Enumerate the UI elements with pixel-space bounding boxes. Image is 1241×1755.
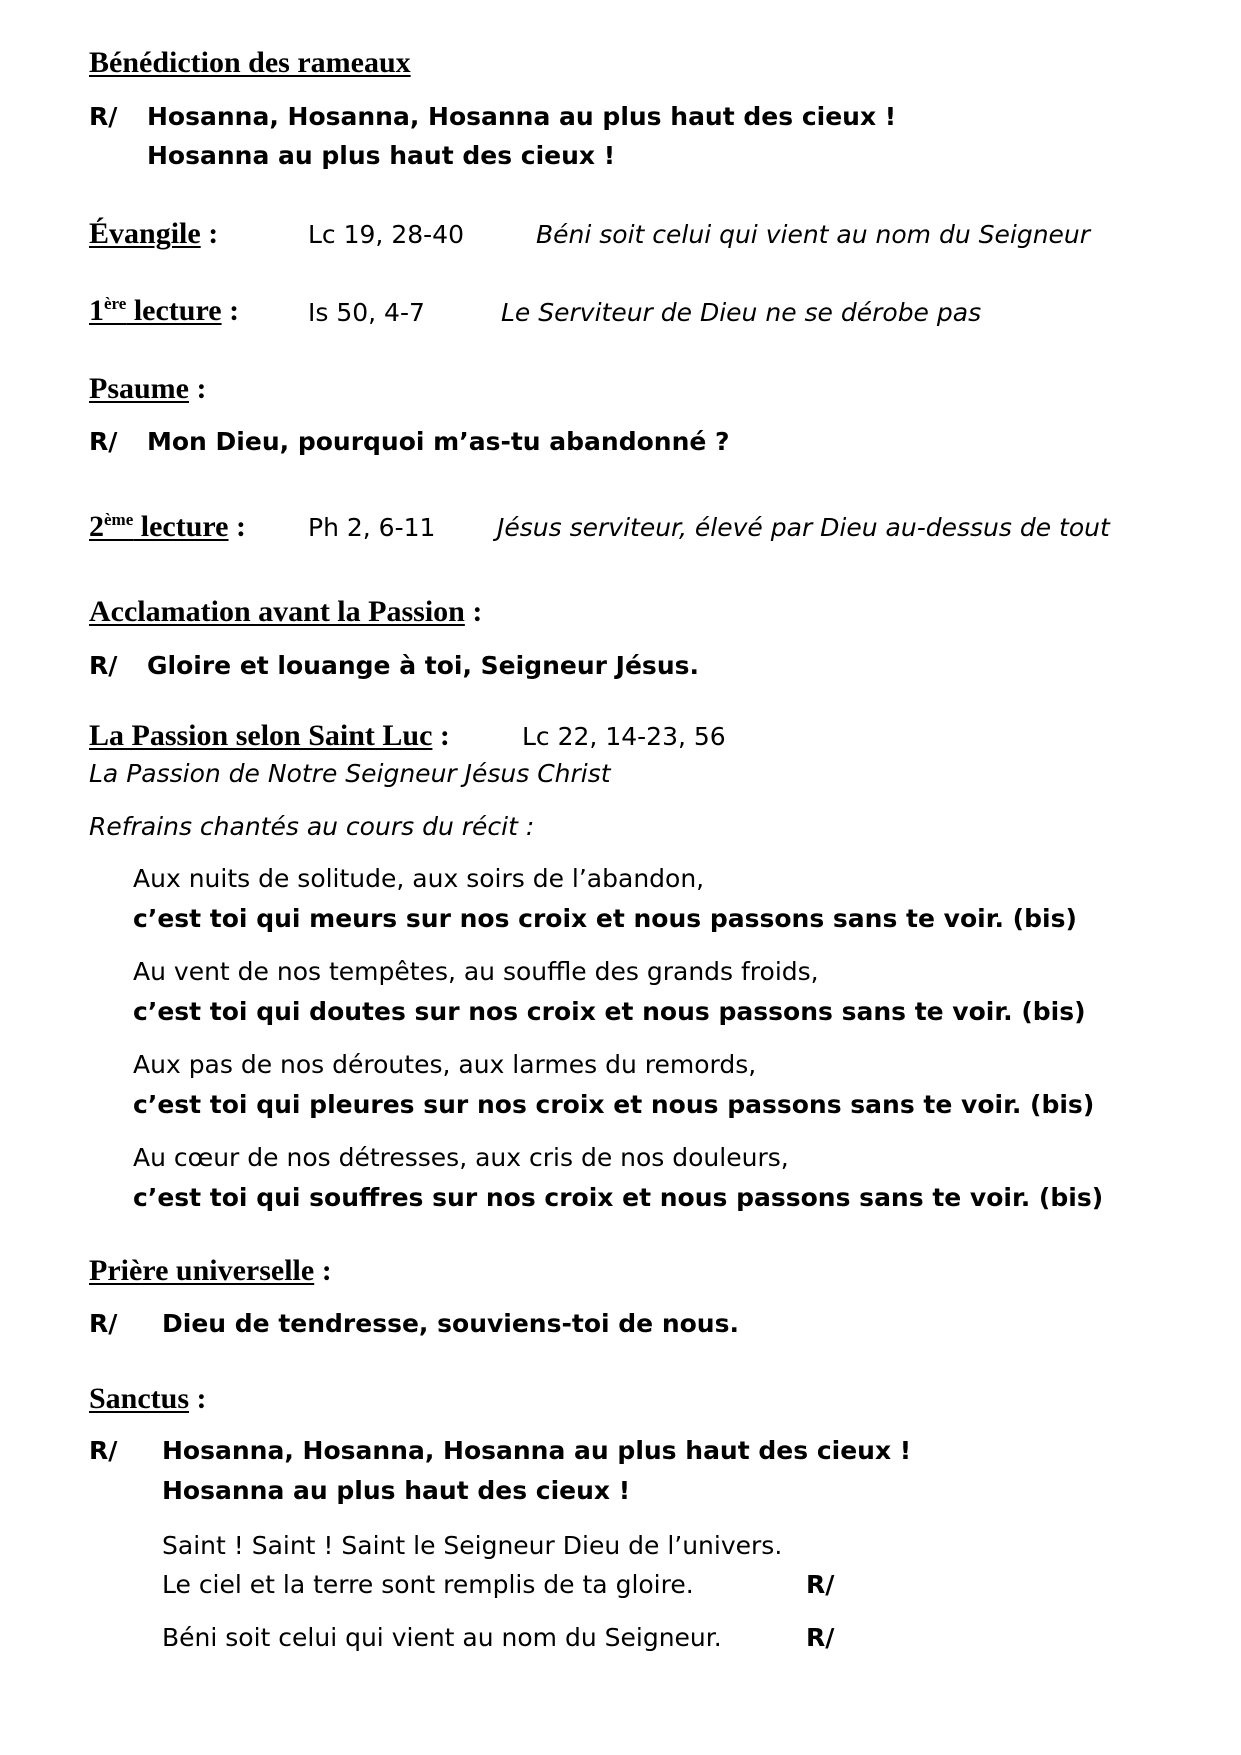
- title-colon: :: [221, 294, 240, 327]
- sanctus-refrain-line-1: Hosanna, Hosanna, Hosanna au plus haut des cieux !: [162, 1436, 912, 1465]
- passion-verse-4-line-1: Au cœur de nos détresses, aux cris de nos douleurs,: [133, 1143, 789, 1172]
- refrains-intro: Refrains chantés au cours du récit :: [89, 812, 535, 841]
- section-title-lecture-1-text: [89, 294, 222, 327]
- lecture-word: lecture: [133, 510, 229, 543]
- r-marker: R/: [89, 102, 118, 131]
- priere-refrain: Dieu de tendresse, souviens-toi de nous.: [162, 1309, 739, 1338]
- lecture-word: lecture: [126, 294, 222, 327]
- lecture-2-reference: Ph 2, 6-11: [308, 513, 436, 542]
- r-marker: R/: [89, 1436, 118, 1465]
- benediction-refrain-line-1: Hosanna, Hosanna, Hosanna au plus haut des cieux !: [147, 102, 897, 131]
- title-colon: :: [228, 510, 246, 543]
- section-title-acclamation-text: Acclamation avant la Passion: [89, 595, 465, 628]
- section-title-sanctus: [89, 1384, 207, 1414]
- benediction-refrain-line-2: Hosanna au plus haut des cieux !: [147, 141, 616, 170]
- section-title-passion-text: La Passion selon Saint Luc: [89, 719, 433, 752]
- section-title-evangile: [89, 219, 218, 249]
- r-marker: R/: [89, 651, 118, 680]
- section-title-sanctus-text: Sanctus: [89, 1382, 190, 1415]
- section-title-evangile-text: Évangile: [89, 217, 201, 250]
- section-title-lecture-1: [89, 296, 239, 326]
- passion-verse-2-line-1: Au vent de nos tempêtes, au souffle des grands froids,: [133, 957, 819, 986]
- title-colon: :: [432, 719, 450, 752]
- passion-subtitle: La Passion de Notre Seigneur Jésus Christ: [89, 759, 611, 788]
- passion-verse-1-line-1: Aux nuits de solitude, aux soirs de l’abandon,: [133, 864, 705, 893]
- sanctus-refrain-line-2: Hosanna au plus haut des cieux !: [162, 1476, 631, 1505]
- section-title-lecture-2: [89, 512, 246, 542]
- section-title-priere-text: Prière universelle: [89, 1254, 315, 1287]
- passion-verse-2-line-2: c’est toi qui doutes sur nos croix et nous passons sans te voir. (bis): [133, 997, 1086, 1026]
- evangile-summary: Béni soit celui qui vient au nom du Seigneur: [536, 220, 1091, 249]
- sanctus-verse-1: Saint ! Saint ! Saint le Seigneur Dieu de l’univers.: [162, 1531, 783, 1560]
- lecture-1-reference: Is 50, 4-7: [308, 298, 425, 327]
- sanctus-verse-2: Le ciel et la terre sont remplis de ta gloire.: [162, 1570, 694, 1599]
- passion-verse-4-line-2: c’est toi qui souffres sur nos croix et nous passons sans te voir. (bis): [133, 1183, 1104, 1212]
- acclamation-refrain: Gloire et louange à toi, Seigneur Jésus.: [147, 651, 699, 680]
- sanctus-verse-3: Béni soit celui qui vient au nom du Seigneur.: [162, 1623, 722, 1652]
- section-title-passion: [89, 721, 450, 751]
- r-marker: R/: [89, 1309, 118, 1338]
- passion-reference: Lc 22, 14-23, 56: [522, 722, 726, 751]
- ordinal-number: 2: [89, 510, 104, 543]
- section-title-priere: [89, 1256, 332, 1286]
- title-colon: :: [189, 1382, 207, 1415]
- section-title-lecture-2-text: [89, 510, 229, 543]
- section-title-psaume: [89, 374, 207, 404]
- passion-verse-3-line-2: c’est toi qui pleures sur nos croix et nous passons sans te voir. (bis): [133, 1090, 1095, 1119]
- evangile-reference: Lc 19, 28-40: [308, 220, 464, 249]
- section-title-psaume-text: Psaume: [89, 372, 189, 405]
- lecture-1-summary: Le Serviteur de Dieu ne se dérobe pas: [501, 298, 982, 327]
- lecture-2-summary: Jésus serviteur, élevé par Dieu au-dessus de tout: [497, 513, 1110, 542]
- ordinal-suffix: ème: [104, 510, 134, 529]
- section-title-benediction-text: Bénédiction des rameaux: [89, 46, 411, 79]
- r-marker: R/: [806, 1570, 835, 1599]
- title-colon: :: [464, 595, 483, 628]
- psaume-refrain: Mon Dieu, pourquoi m’as-tu abandonné ?: [147, 427, 730, 456]
- passion-verse-3-line-1: Aux pas de nos déroutes, aux larmes du remords,: [133, 1050, 757, 1079]
- section-title-acclamation: [89, 597, 482, 627]
- ordinal-suffix: ère: [104, 294, 127, 313]
- passion-verse-1-line-2: c’est toi qui meurs sur nos croix et nous passons sans te voir. (bis): [133, 904, 1077, 933]
- section-title-benediction: [89, 48, 411, 78]
- title-colon: :: [200, 217, 219, 250]
- r-marker: R/: [806, 1623, 835, 1652]
- ordinal-number: 1: [89, 294, 104, 327]
- r-marker: R/: [89, 427, 118, 456]
- title-colon: :: [189, 372, 207, 405]
- title-colon: :: [314, 1254, 332, 1287]
